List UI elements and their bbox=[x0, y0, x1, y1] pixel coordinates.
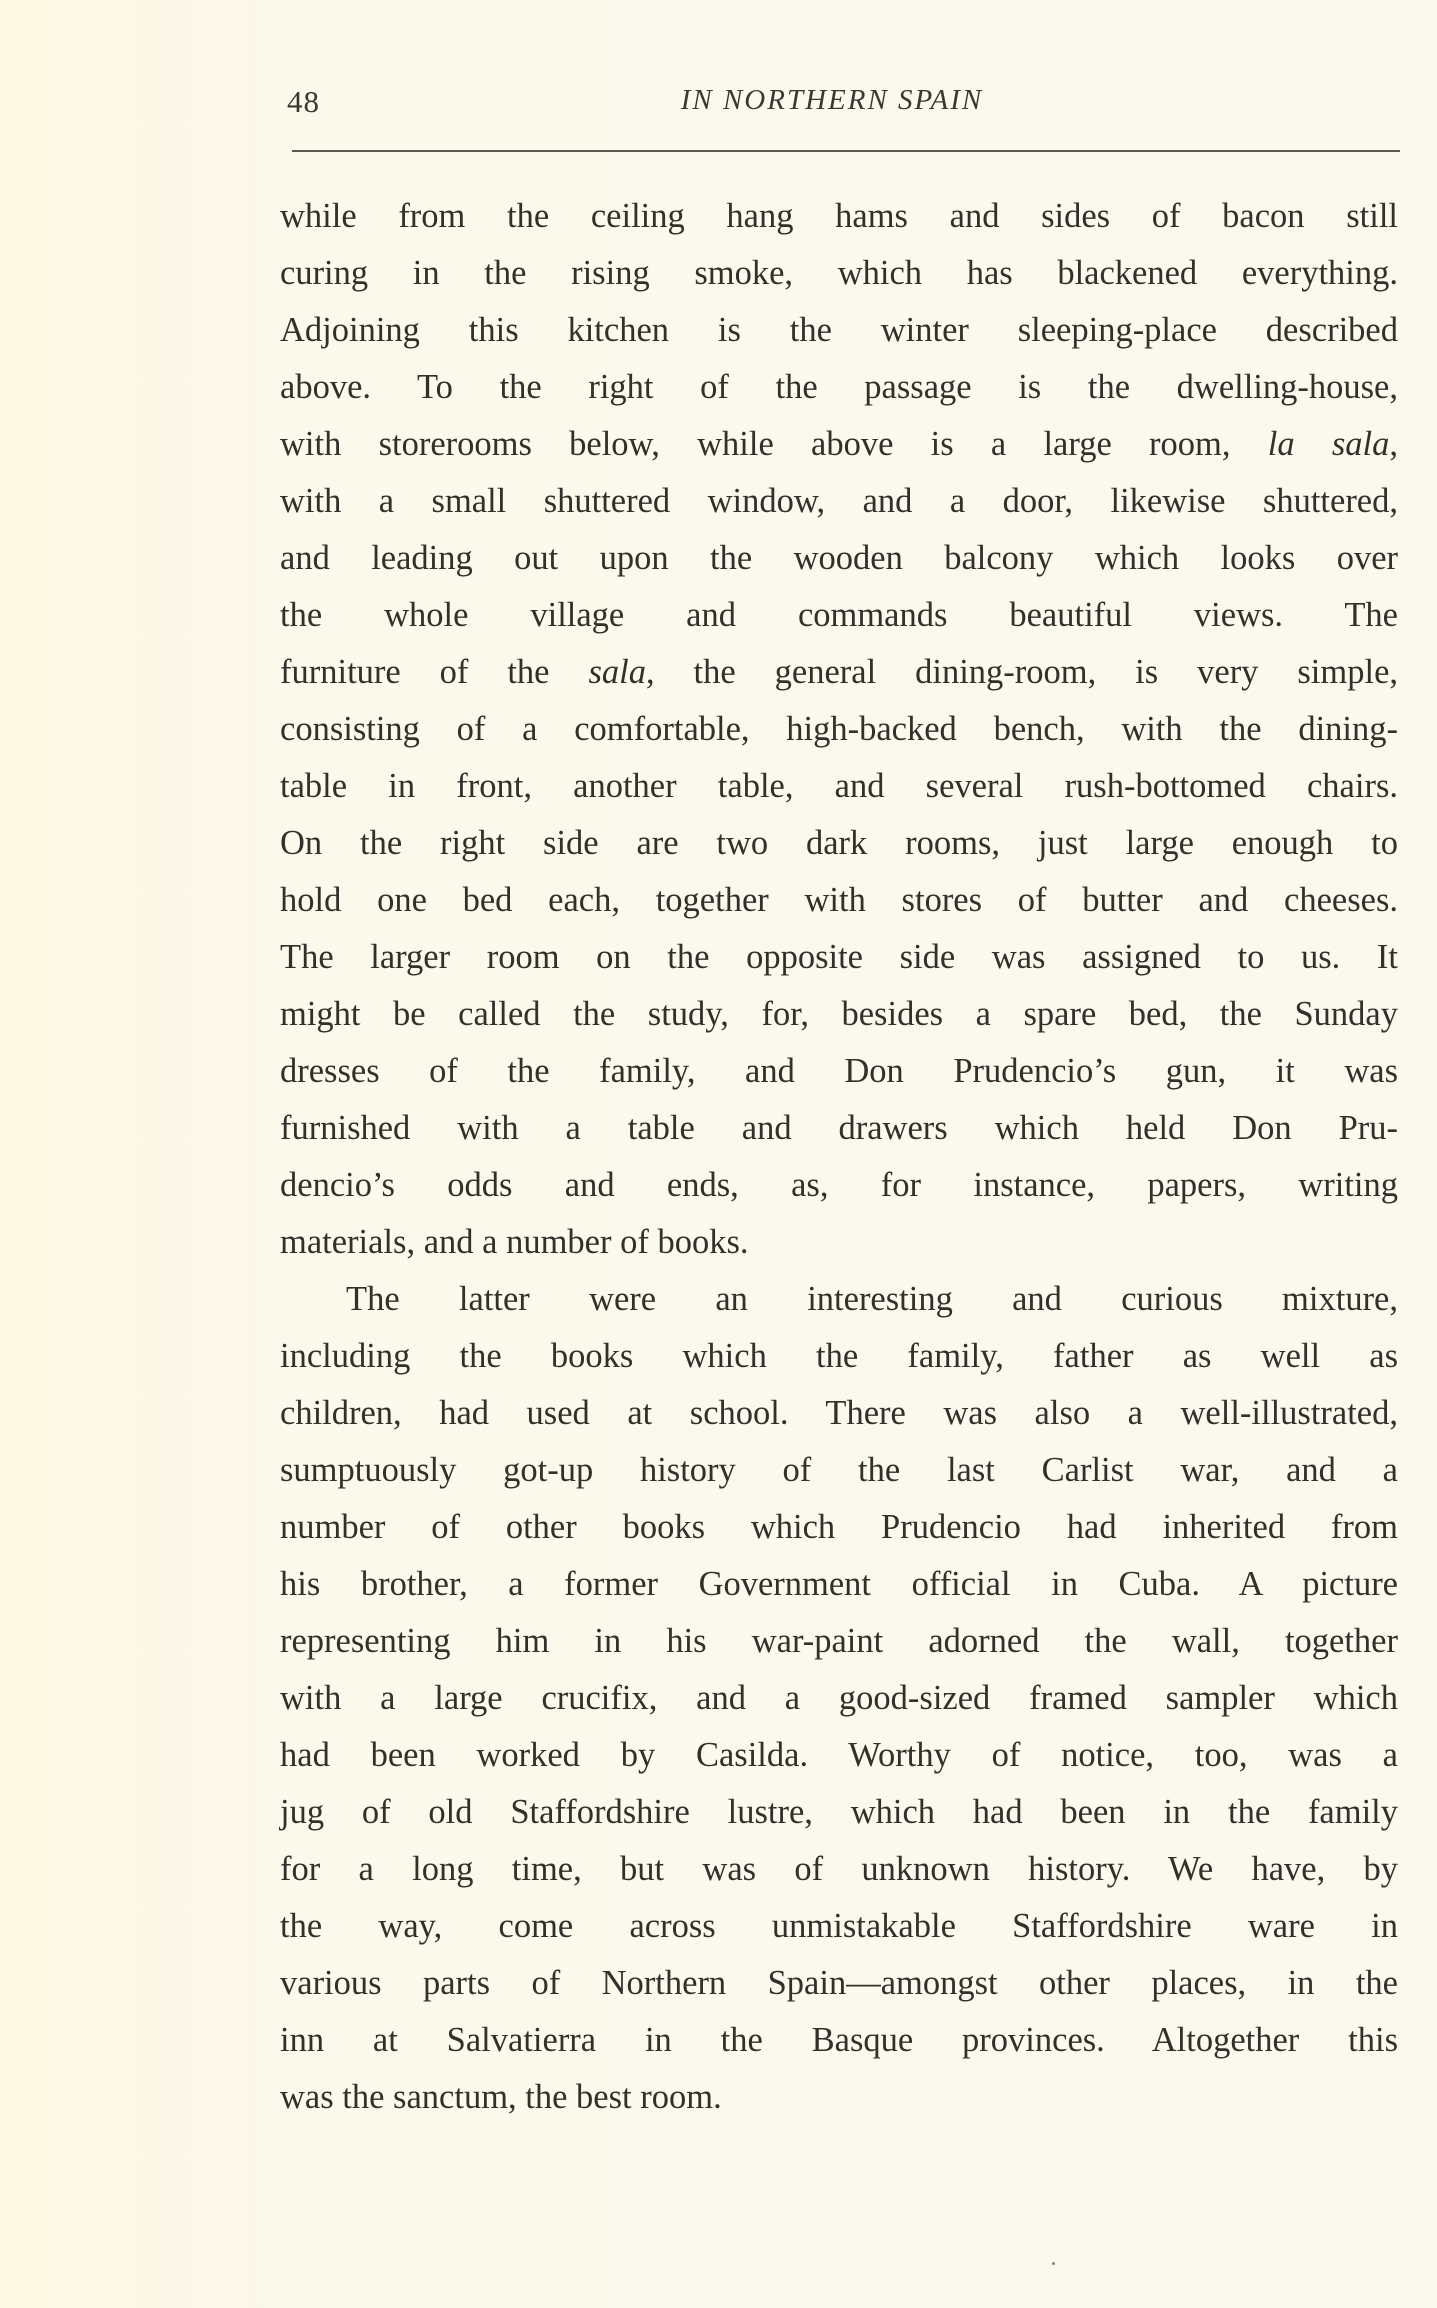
text-line: number of other books which Prudencio had inherited from bbox=[280, 1508, 1398, 1546]
running-title: IN NORTHERN SPAIN bbox=[680, 84, 984, 116]
text-line: might be called the study, for, besides a spare bed, the Sunday bbox=[280, 995, 1398, 1033]
text-line: On the right side are two dark rooms, just large enough to bbox=[280, 824, 1398, 862]
text-line: curing in the rising smoke, which has blackened everything. bbox=[280, 254, 1398, 292]
text-line: children, had used at school. There was also a well-illustrated, bbox=[280, 1394, 1398, 1432]
text-line: the way, come across unmistakable Staffordshire ware in bbox=[280, 1907, 1398, 1945]
header-rule bbox=[292, 150, 1400, 152]
text-line: consisting of a comfortable, high-backed bench, with the dining- bbox=[280, 710, 1398, 748]
text-line: furnished with a table and drawers which held Don Pru- bbox=[280, 1109, 1398, 1147]
paragraph-last-line: materials, and a number of books. bbox=[280, 1223, 749, 1261]
italic-term: sala bbox=[588, 653, 646, 691]
text-line: representing him in his war-paint adorned the wall, together bbox=[280, 1622, 1398, 1660]
text-line: sumptuously got-up history of the last Carlist war, and a bbox=[280, 1451, 1398, 1489]
text-line: dresses of the family, and Don Prudencio’s gun, it was bbox=[280, 1052, 1398, 1090]
text-line: dencio’s odds and ends, as, for instance, papers, writing bbox=[280, 1166, 1398, 1204]
text-line: while from the ceiling hang hams and sides of bacon still bbox=[280, 197, 1398, 235]
text-line: including the books which the family, father as well as bbox=[280, 1337, 1398, 1375]
text-line: The larger room on the opposite side was assigned to us. It bbox=[280, 938, 1398, 976]
text-line: and leading out upon the wooden balcony which looks over bbox=[280, 539, 1398, 577]
text-line: had been worked by Casilda. Worthy of notice, too, was a bbox=[280, 1736, 1398, 1774]
paragraph-first-line: The latter were an interesting and curious mixture, bbox=[346, 1280, 1398, 1318]
page-speck bbox=[1052, 2262, 1055, 2265]
text-line: with storerooms below, while above is a large room, la sala, bbox=[280, 425, 1398, 463]
text-line: his brother, a former Government official in Cuba. A picture bbox=[280, 1565, 1398, 1603]
text-line: with a large crucifix, and a good-sized framed sampler which bbox=[280, 1679, 1398, 1717]
italic-term: la sala bbox=[1267, 425, 1390, 463]
paragraph-last-line: was the sanctum, the best room. bbox=[280, 2078, 722, 2116]
text-line: inn at Salvatierra in the Basque provinces. Altogether this bbox=[280, 2021, 1398, 2059]
text-line: the whole village and commands beautiful views. The bbox=[280, 596, 1398, 634]
text-line: various parts of Northern Spain—amongst other places, in the bbox=[280, 1964, 1398, 2002]
text-line: with a small shuttered window, and a door, likewise shuttered, bbox=[280, 482, 1398, 520]
text-line: table in front, another table, and several rush-bottomed chairs. bbox=[280, 767, 1398, 805]
text-line: furniture of the sala, the general dining-room, is very simple, bbox=[280, 653, 1399, 691]
text-line: above. To the right of the passage is the dwelling-house, bbox=[280, 368, 1398, 406]
text-line: hold one bed each, together with stores of butter and cheeses. bbox=[280, 881, 1398, 919]
text-line: Adjoining this kitchen is the winter sleeping-place described bbox=[280, 311, 1398, 349]
running-head bbox=[287, 84, 1397, 134]
text-line: jug of old Staffordshire lustre, which had been in the family bbox=[280, 1793, 1398, 1831]
text-line: for a long time, but was of unknown history. We have, by bbox=[280, 1850, 1398, 1888]
page-number: 48 bbox=[287, 84, 320, 119]
body-text bbox=[280, 188, 1398, 2126]
